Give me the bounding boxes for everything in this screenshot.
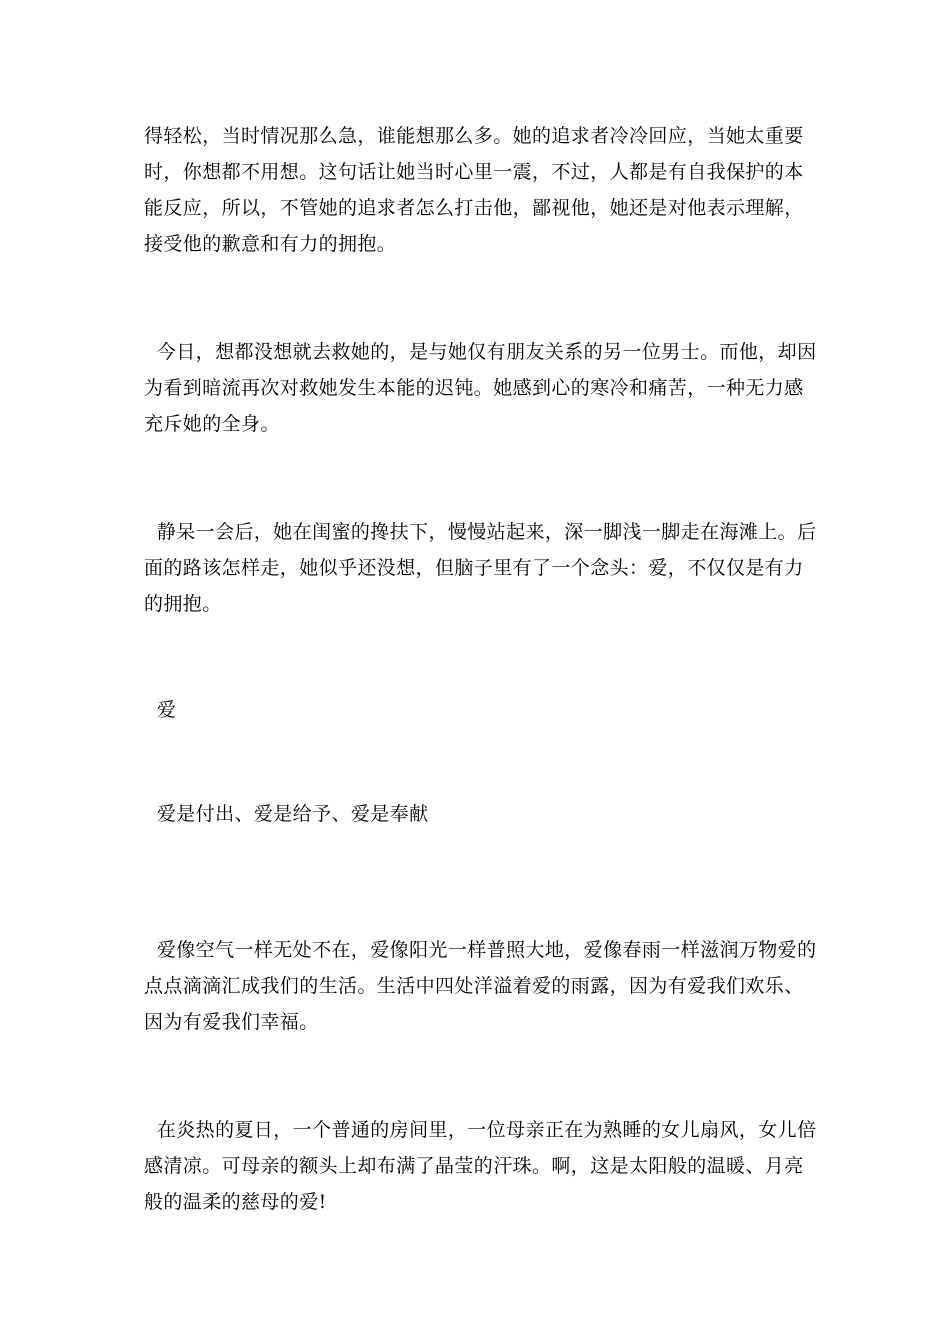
paragraph-line: 爱像空气一样无处不在，爱像阳光一样普照大地，爱像春雨一样滋润万物爱的 <box>144 939 817 961</box>
paragraph-2 <box>144 334 817 442</box>
paragraph-line: 为看到暗流再次对救她发生本能的迟钝。她感到心的寒冷和痛苦，一种无力感 <box>144 377 804 399</box>
paragraph-line: 静呆一会后，她在闺蜜的搀扶下，慢慢站起来，深一脚浅一脚走在海滩上。后 <box>144 521 817 543</box>
paragraph-line: 点点滴滴汇成我们的生活。生活中四处洋溢着爱的雨露，因为有爱我们欢乐、 <box>144 975 804 997</box>
paragraph-line: 的拥抱。 <box>144 593 222 615</box>
paragraph-line: 在炎热的夏日，一个普通的房间里，一位母亲正在为熟睡的女儿扇风，女儿倍 <box>144 1119 817 1141</box>
paragraph-line: 充斥她的全身。 <box>144 413 280 435</box>
paragraph-3 <box>144 514 817 622</box>
paragraph-line: 时，你想都不用想。这句话让她当时心里一震，不过，人都是有自我保护的本 <box>144 161 804 183</box>
paragraph-1 <box>144 118 809 262</box>
paragraph-line: 因为有爱我们幸福。 <box>144 1011 319 1033</box>
paragraph-line: 感清凉。可母亲的额头上却布满了晶莹的汗珠。啊，这是太阳般的温暖、月亮 <box>144 1155 804 1177</box>
paragraph-line: 般的温柔的慈母的爱! <box>144 1191 327 1213</box>
paragraph-line: 爱是付出、爱是给予、爱是奉献 <box>144 803 429 825</box>
paragraph-line: 今日，想都没想就去救她的，是与她仅有朋友关系的另一位男士。而他，却因 <box>144 341 817 363</box>
paragraph-7 <box>144 1112 817 1220</box>
paragraph-4-heading <box>144 692 809 728</box>
section-heading: 爱 <box>144 699 177 721</box>
paragraph-line: 面的路该怎样走，她似乎还没想，但脑子里有了一个念头：爱，不仅仅是有力 <box>144 557 804 579</box>
paragraph-6 <box>144 932 817 1040</box>
paragraph-line: 能反应，所以，不管她的追求者怎么打击他，鄙视他，她还是对他表示理解， <box>144 197 804 219</box>
paragraph-line: 接受他的歉意和有力的拥抱。 <box>144 233 397 255</box>
paragraph-line: 得轻松，当时情况那么急，谁能想那么多。她的追求者冷冷回应，当她太重要 <box>144 125 804 147</box>
paragraph-5 <box>144 796 809 832</box>
